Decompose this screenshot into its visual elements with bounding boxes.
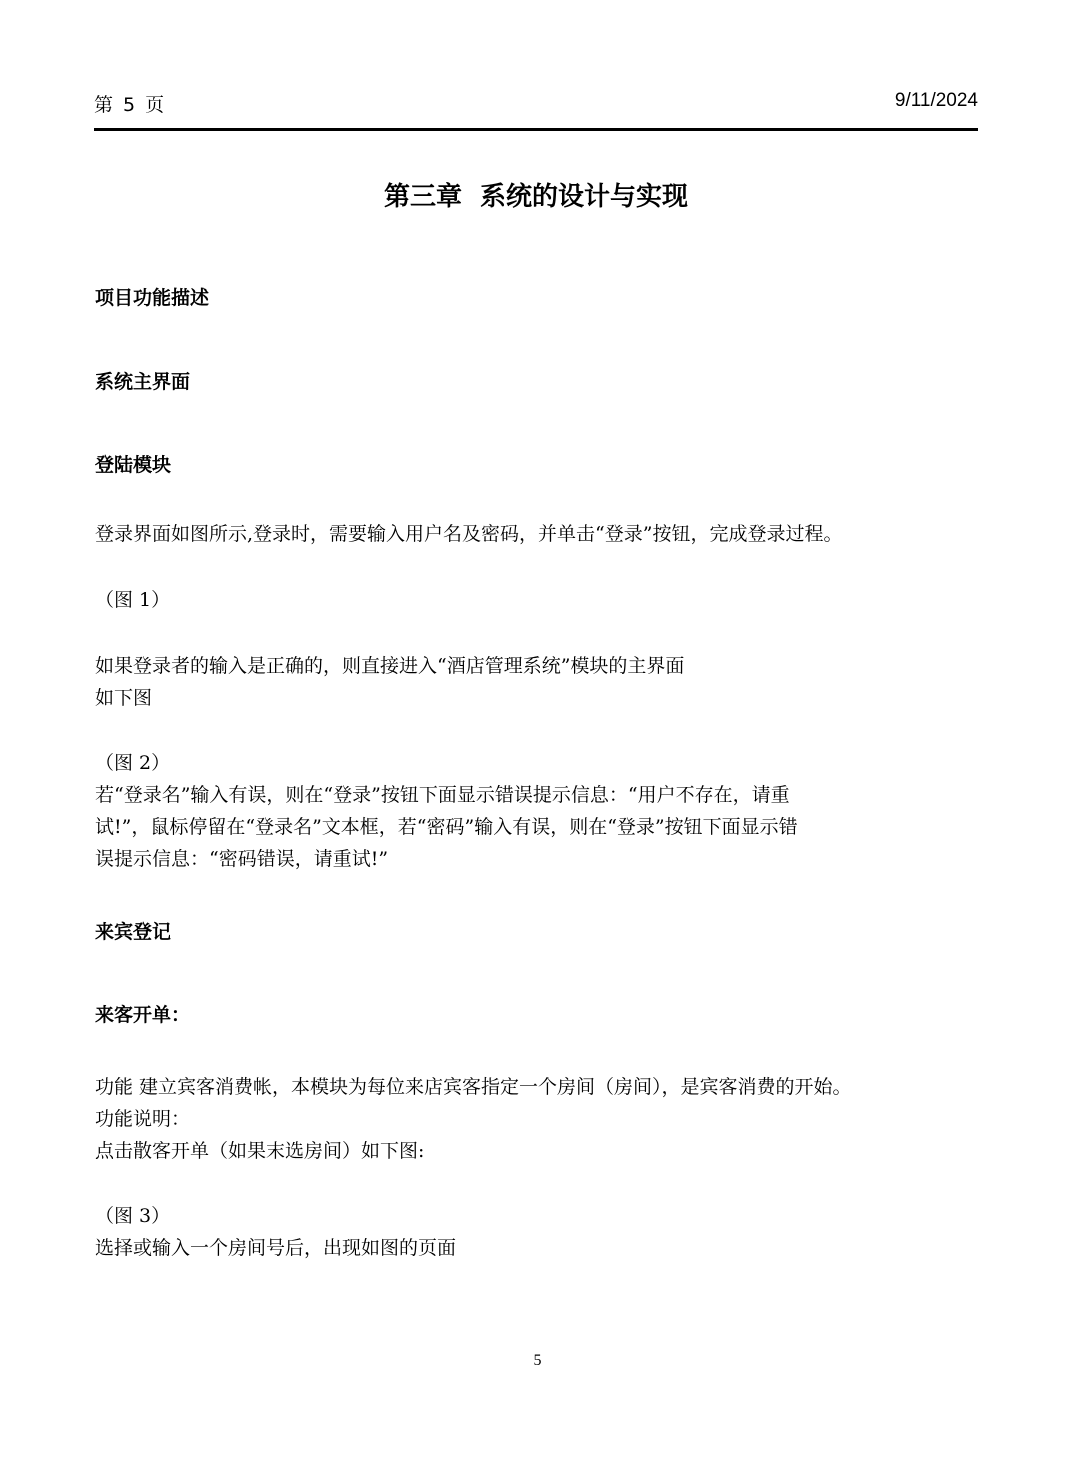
billing-desc-label: 功能说明：	[95, 1108, 191, 1130]
section-heading-login-module: 登陆模块	[95, 454, 172, 476]
login-intro-paragraph	[95, 518, 979, 550]
section-heading-project-description: 项目功能描述	[95, 287, 210, 309]
login-intro-text: 登录界面如图所示,登录时，需要输入用户名及密码，并单击“登录”按钮，完成登录过程。	[95, 523, 843, 545]
figure-1-caption	[95, 584, 979, 616]
section-heading-main-interface: 系统主界面	[95, 371, 191, 393]
login-success-line-1: 如果登录者的输入是正确的，则直接进入“酒店管理系统”模块的主界面	[95, 655, 685, 677]
billing-function-text: 功能 建立宾客消费帐，本模块为每位来店宾客指定一个房间（房间），是宾客消费的开始。	[95, 1076, 852, 1098]
header-page-label: 第 5 页	[94, 94, 167, 116]
login-error-line-2: 试!”，鼠标停留在“登录名”文本框，若“密码”输入有误，则在“登录”按钮下面显示错	[95, 816, 798, 838]
page-header	[94, 88, 978, 131]
login-error-line-1: 若“登录名”输入有误，则在“登录”按钮下面显示错误提示信息：“用户不存在，请重	[95, 784, 790, 806]
header-date: 9/11/2024	[894, 90, 978, 111]
section-heading-guest-billing: 来客开单：	[95, 1004, 191, 1026]
login-error-line-3: 误提示信息：“密码错误，请重试!”	[95, 848, 389, 870]
figure-3-paragraph	[95, 1200, 979, 1264]
figure-1-text: （图 1）	[95, 589, 171, 611]
login-success-line-2: 如下图	[95, 687, 153, 709]
page-number: 5	[533, 1352, 542, 1369]
figure-2-text: （图 2）	[95, 752, 171, 774]
billing-select-text: 选择或输入一个房间号后，出现如图的页面	[95, 1237, 457, 1259]
figure-3-text: （图 3）	[95, 1205, 171, 1227]
billing-paragraph	[95, 1071, 979, 1167]
section-heading-guest-registration: 来宾登记	[95, 921, 172, 943]
chapter-title: 第三章 系统的设计与实现	[383, 182, 689, 212]
login-success-paragraph	[95, 650, 979, 714]
billing-click-text: 点击散客开单（如果末选房间）如下图:	[95, 1140, 425, 1162]
login-error-paragraph	[95, 747, 979, 875]
